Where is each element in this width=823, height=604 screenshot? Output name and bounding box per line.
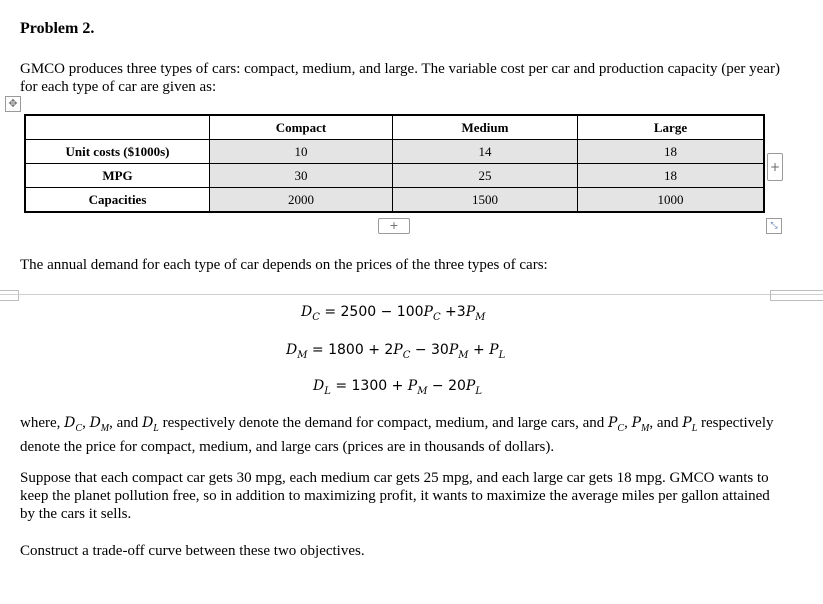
equation-demand-compact: $D_C = 2500 - 100P_C +3P_M$: [301, 304, 486, 323]
header-compact: Compact: [210, 115, 393, 140]
table-resize-handle[interactable]: [766, 218, 782, 234]
equation-demand-large: $D_L = 1300 + P_M - 20P_L$: [313, 378, 482, 397]
row-label-mpg: MPG: [25, 164, 210, 188]
cell-value: 18: [578, 164, 765, 188]
add-column-button[interactable]: +: [767, 153, 783, 181]
margin-marker-right: [770, 290, 823, 301]
table-header-row: [25, 115, 764, 140]
table-move-handle[interactable]: [5, 96, 21, 112]
resize-icon: ⤡: [770, 221, 778, 231]
cell-value: 2000: [210, 188, 393, 213]
table-row: [25, 164, 764, 188]
cell-value: 30: [210, 164, 393, 188]
table-corner-cell: [25, 115, 210, 140]
header-medium: Medium: [393, 115, 578, 140]
cell-value: 10: [210, 140, 393, 164]
table-row: [25, 140, 764, 164]
demand-intro-paragraph: The annual demand for each type of car depends on the prices of the three types of cars:: [20, 257, 548, 273]
add-row-button[interactable]: +: [378, 218, 410, 234]
row-label-unit-costs: Unit costs ($1000s): [25, 140, 210, 164]
cost-table: [24, 114, 765, 213]
margin-marker-left: [0, 290, 19, 301]
table-row: [25, 188, 764, 213]
problem-title: Problem 2.: [20, 20, 95, 37]
construct-paragraph: Construct a trade-off curve between these two objectives.: [20, 543, 365, 559]
page-divider: [0, 294, 823, 295]
row-label-capacities: Capacities: [25, 188, 210, 213]
cell-value: 1500: [393, 188, 578, 213]
cell-value: 1000: [578, 188, 765, 213]
intro-paragraph: GMCO produces three types of cars: compact, medium, and large. The variable cost per car and production capacity (per year) for each type of car are given as:: [20, 61, 780, 95]
where-paragraph: where, $D_C$, $D_M$, and $D_L$ respectively denote the demand for compact, medium, and large cars, and $P_C$, $P_M$, and $P_L$ respectively denote the price for compact, medium, and large cars (prices are in thousands of dollars).: [20, 415, 774, 455]
cell-value: 18: [578, 140, 765, 164]
cell-value: 25: [393, 164, 578, 188]
cell-value: 14: [393, 140, 578, 164]
header-large: Large: [578, 115, 765, 140]
four-arrows-icon: ✥: [8, 97, 18, 110]
suppose-paragraph: Suppose that each compact car gets 30 mpg, each medium car gets 25 mpg, and each large car gets 18 mpg. GMCO wants to keep the planet pollution free, so in addition to maximizing profit, it wants to maximize the average miles per gallon attained by the cars it sells.: [20, 470, 770, 522]
equation-demand-medium: $D_M = 1800 + 2P_C - 30P_M + P_L$: [286, 342, 506, 361]
